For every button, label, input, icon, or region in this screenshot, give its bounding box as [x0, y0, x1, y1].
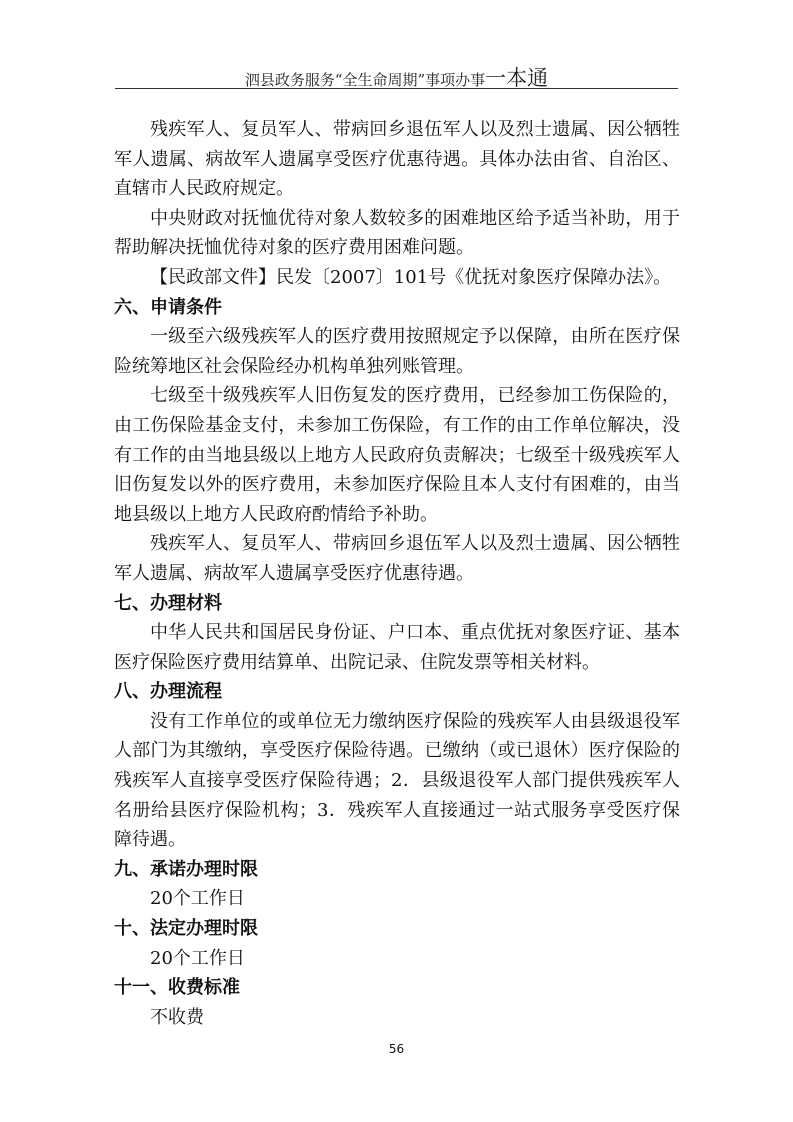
section-heading-fee-standard: 十一、收费标准 [114, 977, 240, 999]
section-heading-procedure: 八、办理流程 [114, 681, 222, 703]
header-title-emphasis: 一本通 [485, 66, 549, 90]
legal-reference: 【民政部文件】民发〔2007〕101号《优抚对象医疗保障办法》。 [150, 266, 672, 288]
section-heading-application-conditions: 六、申请条件 [114, 296, 222, 318]
body-paragraph: 残疾军人、复员军人、带病回乡退伍军人以及烈士遗属、因公牺牲军人遗属、病故军人遗属享受医疗优惠待遇。具体办法由省、自治区、直辖市人民政府规定。 [114, 119, 680, 200]
section-heading-materials: 七、办理材料 [114, 592, 222, 614]
page-number: 56 [388, 1042, 405, 1056]
document-body [114, 115, 680, 1032]
section-heading-statutory-time-limit: 十、法定办理时限 [114, 918, 258, 940]
body-paragraph: 一级至六级残疾军人的医疗费用按照规定予以保障，由所在医疗保险统筹地区社会保险经办机构单独列账管理。 [114, 326, 680, 377]
body-paragraph: 20个工作日 [150, 888, 245, 910]
body-paragraph: 中央财政对抚恤优待对象人数较多的困难地区给予适当补助，用于帮助解决抚恤优待对象的医疗费用困难问题。 [114, 207, 680, 259]
header-divider [115, 88, 678, 89]
section-heading-promised-time-limit: 九、承诺办理时限 [114, 858, 258, 880]
body-paragraph: 20个工作日 [150, 947, 245, 969]
body-paragraph: 中华人民共和国居民身份证、户口本、重点优抚对象医疗证、基本医疗保险医疗费用结算单、出院记录、住院发票等相关材料。 [114, 622, 680, 673]
body-paragraph: 残疾军人、复员军人、带病回乡退伍军人以及烈士遗属、因公牺牲军人遗属、病故军人遗属享受医疗优惠待遇。 [114, 533, 680, 584]
body-paragraph: 七级至十级残疾军人旧伤复发的医疗费用，已经参加工伤保险的，由工伤保险基金支付，未参加工伤保险，有工作的由工作单位解决，没有工作的由当地县级以上地方人民政府负责解决；七级至十级残疾军人旧伤复发以外的医疗费用，未参加医疗保险且本人支付有困难的，由当地县级以上地方人民政府酌情给予补助。 [114, 385, 680, 525]
body-paragraph: 不收费 [150, 1006, 204, 1028]
body-paragraph: 没有工作单位的或单位无力缴纳医疗保险的残疾军人由县级退役军人部门为其缴纳，享受医疗保险待遇。已缴纳（或已退休）医疗保险的残疾军人直接享受医疗保险待遇；2．县级退役军人部门提供残疾军人名册给县医疗保险机构；3．残疾军人直接通过一站式服务享受医疗保障待遇。 [114, 710, 680, 851]
header-title: 泗县政务服务“全生命周期”事项办事 [244, 71, 486, 89]
